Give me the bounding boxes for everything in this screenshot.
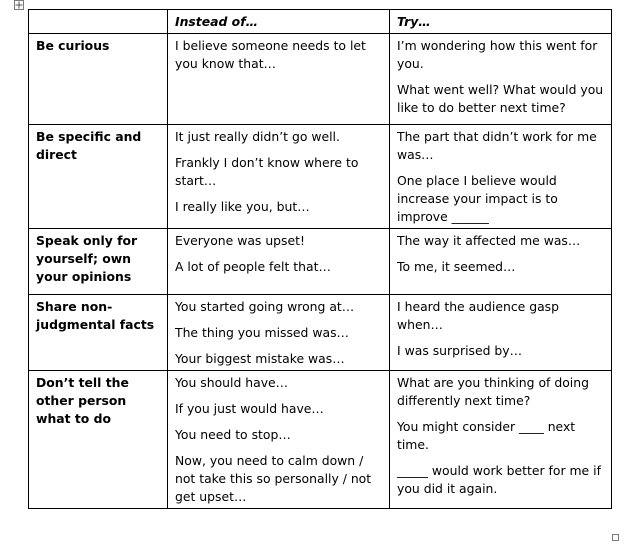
try-phrase: I heard the audience gasp when… [397,299,559,332]
instead-phrase: Your biggest mistake was… [175,351,345,366]
try-cell[interactable] [390,371,612,509]
instead-cell[interactable] [168,229,390,295]
header-try[interactable]: Try… [390,10,612,34]
try-phrase: One place I believe would increase your impact is to improve ______ [397,173,558,224]
try-cell[interactable] [390,229,612,295]
row-label-cell[interactable] [29,125,168,229]
instead-phrase: You should have… [175,375,289,390]
try-phrase: What went well? What would you like to do better next time? [397,82,604,115]
try-cell[interactable] [390,34,612,125]
row-label-cell[interactable] [29,295,168,371]
instead-phrase: Now, you need to calm down / not take this so personally / not get upset… [175,453,372,504]
instead-phrase: I really like you, but… [175,199,310,214]
instead-cell[interactable] [168,295,390,371]
header-instead-of[interactable]: Instead of… [168,10,390,34]
move-arrows-icon [15,1,23,9]
instead-cell[interactable] [168,34,390,125]
table-row [29,371,612,509]
instead-phrase: Everyone was upset! [175,233,305,248]
instead-phrase: The thing you missed was… [175,325,349,340]
instead-phrase: You need to stop… [175,427,291,442]
header-row [29,10,612,34]
instead-phrase: If you just would have… [175,401,324,416]
try-cell[interactable] [390,295,612,371]
try-cell[interactable] [390,125,612,229]
table-move-handle[interactable] [14,0,24,10]
try-phrase: The way it affected me was… [397,233,581,248]
try-phrase: You might consider ____ next time. [397,419,576,452]
header-blank-cell[interactable] [29,10,168,34]
row-label-cell[interactable] [29,371,168,509]
table-row [29,34,612,125]
instead-phrase: It just really didn’t go well. [175,129,340,144]
try-phrase: I was surprised by… [397,343,522,358]
instead-phrase: Frankly I don’t know where to start… [175,155,359,188]
instead-cell[interactable] [168,125,390,229]
row-label-cell[interactable] [29,229,168,295]
row-label: Don’t tell the other person what to do [36,375,129,426]
try-phrase: To me, it seemed… [397,259,516,274]
table-row [29,125,612,229]
instead-phrase: You started going wrong at… [175,299,355,314]
try-phrase: The part that didn’t work for me was… [397,129,597,162]
row-label: Speak only for yourself; own your opinions [36,233,138,284]
instead-phrase: I believe someone needs to let you know that… [175,38,366,71]
row-label: Be curious [36,38,110,53]
table-row [29,295,612,371]
table-row [29,229,612,295]
row-label: Be specific and direct [36,129,142,162]
try-phrase: _____ would work better for me if you did it again. [397,463,601,496]
instead-phrase: A lot of people felt that… [175,259,331,274]
table-resize-handle[interactable] [612,534,619,541]
row-label: Share non-judgmental facts [36,299,155,332]
try-phrase: I’m wondering how this went for you. [397,38,598,71]
try-phrase: What are you thinking of doing differently next time? [397,375,589,408]
instead-cell[interactable] [168,371,390,509]
row-label-cell[interactable] [29,34,168,125]
feedback-tips-table [28,9,612,509]
